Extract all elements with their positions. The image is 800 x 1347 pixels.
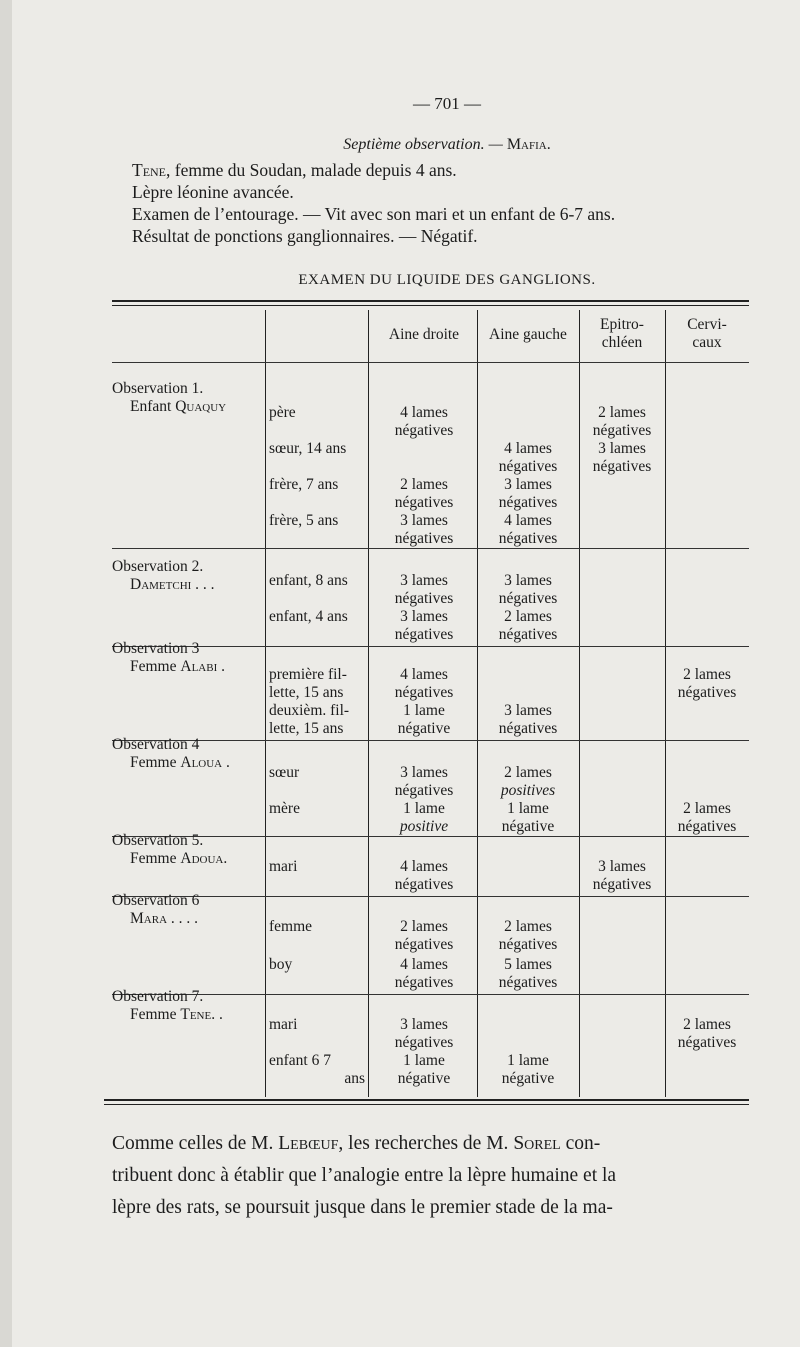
result-cell-ad: positive	[399, 818, 449, 835]
result-cell-ag: négatives	[498, 626, 558, 643]
closing-line-1	[112, 1128, 600, 1160]
author-name-sorel: Sorel	[513, 1133, 561, 1154]
observation-label: Septième observation.	[343, 136, 485, 153]
page-gutter	[0, 0, 12, 1347]
relation-cell: enfant, 4 ans	[269, 608, 348, 625]
group-name-text: Mara . . . .	[130, 910, 199, 927]
result-cell-ad: 4 lames	[400, 956, 448, 973]
result-cell-ad: négatives	[394, 974, 454, 991]
col-sep-5	[665, 310, 666, 1097]
relation-cell: sœur, 14 ans	[269, 440, 347, 457]
closing-text-b: , les recherches de M.	[338, 1133, 514, 1154]
table-title: EXAMEN DU LIQUIDE DES GANGLIONS.	[298, 272, 596, 288]
result-cell-ag: négatives	[498, 458, 558, 475]
result-cell-ad: 3 lames	[400, 764, 448, 781]
result-cell-ad: négatives	[394, 590, 454, 607]
result-cell-ad: 1 lame	[403, 1052, 445, 1069]
group-name-prefix: Femme	[130, 850, 181, 867]
result-cell-ag: 3 lames	[504, 572, 552, 589]
group-name-text: Aloua .	[180, 754, 230, 771]
col-cervicaux-2: caux	[692, 334, 722, 351]
group-name-text: Adoua.	[180, 850, 228, 867]
result-cell-ce: 2 lames	[683, 1016, 731, 1033]
col-aine-droite: Aine droite	[388, 326, 460, 343]
group-separator	[112, 548, 749, 549]
result-cell-ad: 4 lames	[400, 404, 448, 421]
result-cell-ag: négatives	[498, 974, 558, 991]
relation-cell: lette, 15 ans	[269, 684, 344, 701]
result-cell-ag: 4 lames	[504, 512, 552, 529]
result-cell-ad: 3 lames	[400, 608, 448, 625]
result-cell-ad: 1 lame	[403, 702, 445, 719]
relation-cell: femme	[269, 918, 313, 935]
relation-cell: enfant 6 7	[269, 1052, 331, 1069]
result-cell-ad: 1 lame	[403, 800, 445, 817]
group-separator	[112, 836, 749, 837]
result-cell-ce: négatives	[677, 1034, 737, 1051]
col-epitrochleen-1: Epitro-	[600, 316, 644, 333]
result-cell-ad: négatives	[394, 684, 454, 701]
col-sep-1	[265, 310, 266, 1097]
relation-cell: frère, 7 ans	[269, 476, 339, 493]
relation-cell: ans	[344, 1070, 365, 1087]
group-name-text: Alabi .	[180, 658, 225, 675]
relation-cell: frère, 5 ans	[269, 512, 339, 529]
group-name	[130, 910, 198, 928]
result-cell-ad: négatives	[394, 1034, 454, 1051]
table-bottom-rule	[104, 1099, 749, 1101]
result-cell-ag: positives	[500, 782, 556, 799]
result-cell-ad: négatives	[394, 494, 454, 511]
group-name-text: Quaquy	[175, 398, 227, 415]
group-name-text: Dametchi . . .	[130, 576, 215, 593]
result-cell-ag: négative	[501, 1070, 555, 1087]
result-cell-ep: négatives	[592, 458, 652, 475]
group-name	[130, 850, 227, 868]
col-sep-2	[368, 310, 369, 1097]
group-name-prefix: Femme	[130, 754, 181, 771]
relation-cell: mari	[269, 858, 298, 875]
result-cell-ag: 1 lame	[507, 800, 549, 817]
result-cell-ag: 5 lames	[504, 956, 552, 973]
result-cell-ce: 2 lames	[683, 666, 731, 683]
result-cell-ep: 3 lames	[598, 440, 646, 457]
group-label: Observation 3	[112, 640, 200, 657]
result-cell-ag: 3 lames	[504, 702, 552, 719]
result-cell-ad: négatives	[394, 626, 454, 643]
result-cell-ce: 2 lames	[683, 800, 731, 817]
group-label: Observation 7.	[112, 988, 204, 1005]
result-cell-ad: 3 lames	[400, 572, 448, 589]
relation-cell: mari	[269, 1016, 298, 1033]
result-cell-ad: 3 lames	[400, 512, 448, 529]
author-name-lebœuf: Lebœuf	[278, 1133, 339, 1154]
group-label: Observation 2.	[112, 558, 204, 575]
observation-heading	[12, 136, 800, 154]
group-name	[130, 658, 225, 676]
heading-dash: —	[484, 136, 507, 153]
result-cell-ag: négatives	[498, 720, 558, 737]
intro-line-3: Examen de l’entourage. — Vit avec son mari et un enfant de 6-7 ans.	[132, 204, 616, 224]
closing-line-2: tribuent donc à établir que l’analogie entre la lèpre humaine et la	[112, 1165, 617, 1186]
group-name	[130, 576, 215, 594]
table-top-rule	[112, 300, 749, 302]
result-cell-ep: négatives	[592, 876, 652, 893]
relation-cell: mère	[269, 800, 300, 817]
group-name-prefix: Femme	[130, 1006, 181, 1023]
group-name	[130, 398, 226, 416]
header-underline	[112, 362, 749, 363]
result-cell-ag: négatives	[498, 936, 558, 953]
result-cell-ag: 1 lame	[507, 1052, 549, 1069]
result-cell-ad: négatives	[394, 422, 454, 439]
relation-cell: sœur	[269, 764, 300, 781]
result-cell-ag: 3 lames	[504, 476, 552, 493]
result-cell-ad: négatives	[394, 936, 454, 953]
result-cell-ag: 2 lames	[504, 764, 552, 781]
result-cell-ad: 4 lames	[400, 858, 448, 875]
closing-text-c: con-	[560, 1133, 601, 1154]
result-cell-ad: négative	[397, 1070, 451, 1087]
group-label: Observation 6	[112, 892, 200, 909]
intro-text-1: , femme du Soudan, malade depuis 4 ans.	[166, 160, 457, 180]
result-cell-ep: négatives	[592, 422, 652, 439]
group-name	[130, 754, 230, 772]
result-cell-ag: 2 lames	[504, 918, 552, 935]
intro-line-4: Résultat de ponctions ganglionnaires. — Négatif.	[132, 226, 478, 246]
relation-cell: père	[269, 404, 296, 421]
result-cell-ad: négative	[397, 720, 451, 737]
table-bottom-rule-2	[104, 1104, 749, 1105]
result-cell-ce: négatives	[677, 818, 737, 835]
col-cervicaux-1: Cervi-	[687, 316, 727, 333]
group-name	[130, 1006, 223, 1024]
group-name-prefix: Enfant	[130, 398, 176, 415]
result-cell-ep: 2 lames	[598, 404, 646, 421]
result-cell-ad: 3 lames	[400, 1016, 448, 1033]
result-cell-ad: 4 lames	[400, 666, 448, 683]
patient-name: Tene	[132, 160, 167, 180]
result-cell-ad: 2 lames	[400, 918, 448, 935]
result-cell-ag: négatives	[498, 590, 558, 607]
group-label: Observation 1.	[112, 380, 204, 397]
result-cell-ep: 3 lames	[598, 858, 646, 875]
group-name-prefix: Femme	[130, 658, 181, 675]
group-name-text: Tene. .	[180, 1006, 223, 1023]
result-cell-ag: négatives	[498, 494, 558, 511]
observation-place: Mafia.	[506, 136, 551, 153]
result-cell-ag: 4 lames	[504, 440, 552, 457]
group-separator	[112, 896, 749, 897]
intro-line-1	[132, 160, 457, 181]
result-cell-ag: 2 lames	[504, 608, 552, 625]
page-number: — 701 —	[413, 94, 481, 113]
relation-cell: deuxièm. fil-	[269, 702, 350, 719]
group-label: Observation 5.	[112, 832, 204, 849]
relation-cell: première fil-	[269, 666, 347, 683]
closing-line-3: lèpre des rats, se poursuit jusque dans le premier stade de la ma-	[112, 1197, 613, 1218]
group-separator	[112, 646, 749, 647]
relation-cell: lette, 15 ans	[269, 720, 344, 737]
result-cell-ad: négatives	[394, 530, 454, 547]
group-label: Observation 4	[112, 736, 200, 753]
col-epitrochleen-2: chléen	[601, 334, 643, 351]
document-page	[12, 0, 800, 1347]
group-separator	[112, 994, 749, 995]
result-cell-ce: négatives	[677, 684, 737, 701]
result-cell-ag: négatives	[498, 530, 558, 547]
intro-line-2: Lèpre léonine avancée.	[132, 182, 294, 202]
col-aine-gauche: Aine gauche	[489, 326, 567, 343]
relation-cell: enfant, 8 ans	[269, 572, 348, 589]
result-cell-ag: négative	[501, 818, 555, 835]
result-cell-ad: négatives	[394, 782, 454, 799]
result-cell-ad: négatives	[394, 876, 454, 893]
group-separator	[112, 740, 749, 741]
relation-cell: boy	[269, 956, 293, 973]
result-cell-ad: 2 lames	[400, 476, 448, 493]
table-top-rule-2	[112, 305, 749, 306]
closing-text-a: Comme celles de M.	[112, 1133, 279, 1154]
